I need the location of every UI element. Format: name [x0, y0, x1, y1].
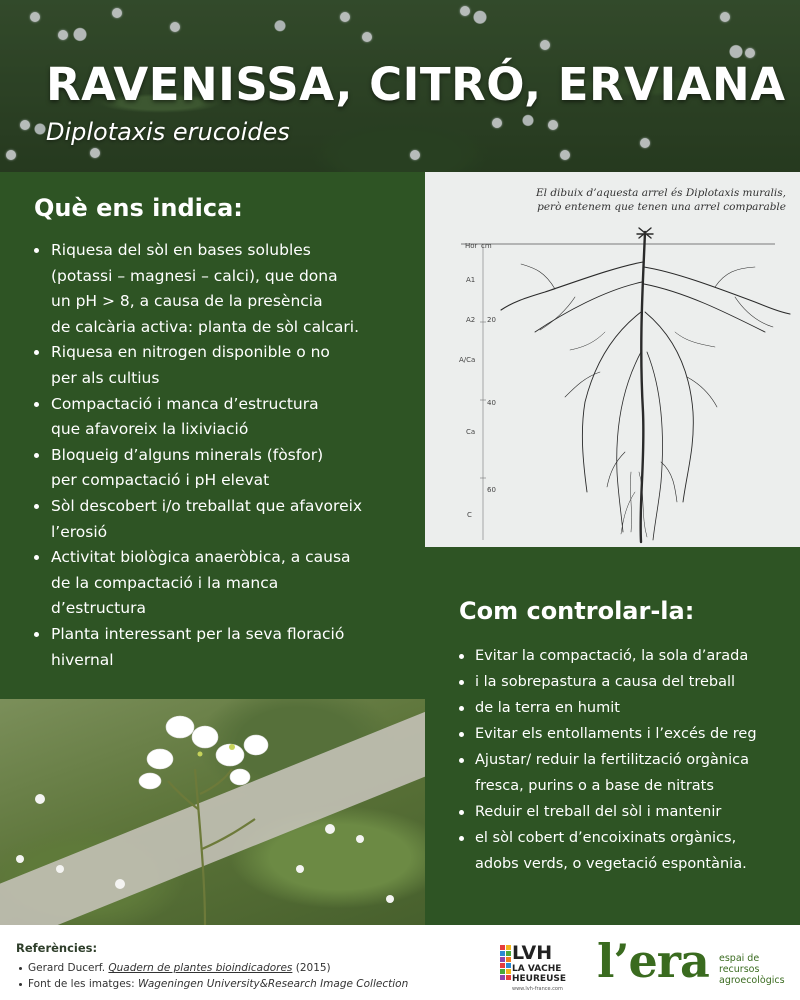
indicates-item-line: Riquesa del sòl en bases solubles: [51, 241, 311, 259]
indicates-list: [32, 238, 387, 673]
indicates-item-line: per compactació i pH elevat: [51, 471, 270, 490]
indicates-item-line: Riquesa en nitrogen disponible o no: [51, 343, 330, 362]
root-system: [501, 228, 790, 542]
horizon-a1: A1: [466, 276, 476, 284]
header-photo: [0, 0, 800, 172]
era-tagline: espai de recursos agroecològics: [719, 953, 785, 986]
control-list: [457, 643, 792, 877]
indicates-item-line: Bloqueig d’alguns minerals (fòsfor): [51, 445, 324, 464]
root-drawing: [425, 172, 800, 547]
control-item: i la sobrepastura a causa del treball: [457, 669, 792, 695]
drawing-note-line1: El dibuix d’aquesta arrel és Diplotaxis muralis,: [535, 187, 786, 199]
axis-hor: Hor: [465, 242, 478, 250]
control-panel: [425, 547, 800, 925]
references-list: [18, 960, 408, 992]
indicates-item-line: per als cultius: [51, 368, 160, 387]
axis-cm: cm: [481, 242, 492, 250]
reference-author: Gerard Ducerf.: [28, 962, 109, 974]
depth-40: 40: [487, 399, 496, 407]
indicates-item: [32, 443, 387, 494]
control-item: Evitar els entollaments i l’excés de reg: [457, 721, 792, 747]
indicates-item: [32, 340, 387, 391]
horizon-ca: Ca: [466, 428, 476, 436]
lvh-logo[interactable]: [500, 942, 566, 994]
indicates-item: [32, 622, 387, 673]
indicates-item: [32, 494, 387, 545]
indicates-item-line: Activitat biològica anaeròbica, a causa: [51, 548, 351, 567]
reference-source-label: Font de les imatges:: [28, 978, 139, 990]
horizon-a2: A2: [466, 316, 476, 324]
drawing-note-line2: però entenem que tenen una arrel comparable: [537, 201, 786, 213]
indicates-item-line: de la compactació i la manca: [51, 573, 279, 592]
indicates-item-line: hivernal: [51, 650, 114, 669]
horizon-c: C: [467, 511, 472, 519]
depth-60: 60: [487, 486, 496, 494]
indicates-item-line: que afavoreix la lixiviació: [51, 420, 249, 439]
indicates-item-line: Compactació i manca d’estructura: [51, 394, 319, 413]
depth-20: 20: [487, 316, 496, 324]
indicates-item-line: (potassi – magnesi – calci), que dona: [51, 266, 338, 285]
lvh-name: LA VACHE HEUREUSE: [512, 964, 567, 984]
reference-item: [18, 976, 408, 992]
reference-item: [18, 960, 408, 976]
flower-photo: [0, 699, 425, 925]
indicates-item: [32, 392, 387, 443]
indicates-item: [32, 545, 387, 622]
control-item: fresca, purins o a base de nitrats: [475, 778, 714, 794]
indicates-item-line: un pH > 8, a causa de la presència: [51, 292, 323, 311]
control-item: adobs verds, o vegetació espontània.: [475, 856, 747, 872]
era-logo[interactable]: l’era: [597, 934, 709, 988]
lvh-url: www.lvh-france.com: [512, 986, 563, 992]
indicates-item-line: Planta interessant per la seva floració: [51, 624, 345, 643]
root-sketch: [425, 172, 800, 547]
page-title: RAVENISSA, CITRÓ, ERVIANA: [46, 58, 786, 111]
control-item: Reduir el treball del sòl i mantenir: [457, 799, 792, 825]
reference-book-link[interactable]: Quadern de plantes bioindicadores: [108, 962, 293, 974]
control-item: Evitar la compactació, la sola d’arada: [457, 643, 792, 669]
reference-year: (2015): [292, 962, 331, 974]
control-item: Ajustar/ reduir la fertilització orgànica: [457, 747, 792, 773]
scientific-name: Diplotaxis erucoides: [46, 118, 290, 146]
lvh-abbr: LVH: [512, 942, 553, 964]
control-item: el sòl cobert d’encoixinats orgànics,: [457, 825, 792, 851]
control-heading: Com controlar-la:: [459, 597, 695, 625]
indicates-item-line: Sòl descobert i/o treballat que afavoreix: [51, 496, 363, 515]
flower-sketch: [0, 699, 425, 925]
indicates-panel: [0, 172, 425, 699]
control-item: de la terra en humit: [457, 695, 792, 721]
horizon-aca: A/Ca: [459, 356, 476, 364]
indicates-item-line: d’estructura: [51, 599, 146, 618]
references-heading: Referències:: [16, 941, 98, 955]
indicates-item-line: l’erosió: [51, 522, 108, 541]
indicates-item-line: de calcària activa: planta de sòl calcari.: [51, 317, 359, 336]
indicates-item: [32, 238, 387, 340]
indicates-heading: Què ens indica:: [34, 194, 243, 222]
reference-source: Wageningen University&Research Image Collection: [138, 978, 409, 990]
